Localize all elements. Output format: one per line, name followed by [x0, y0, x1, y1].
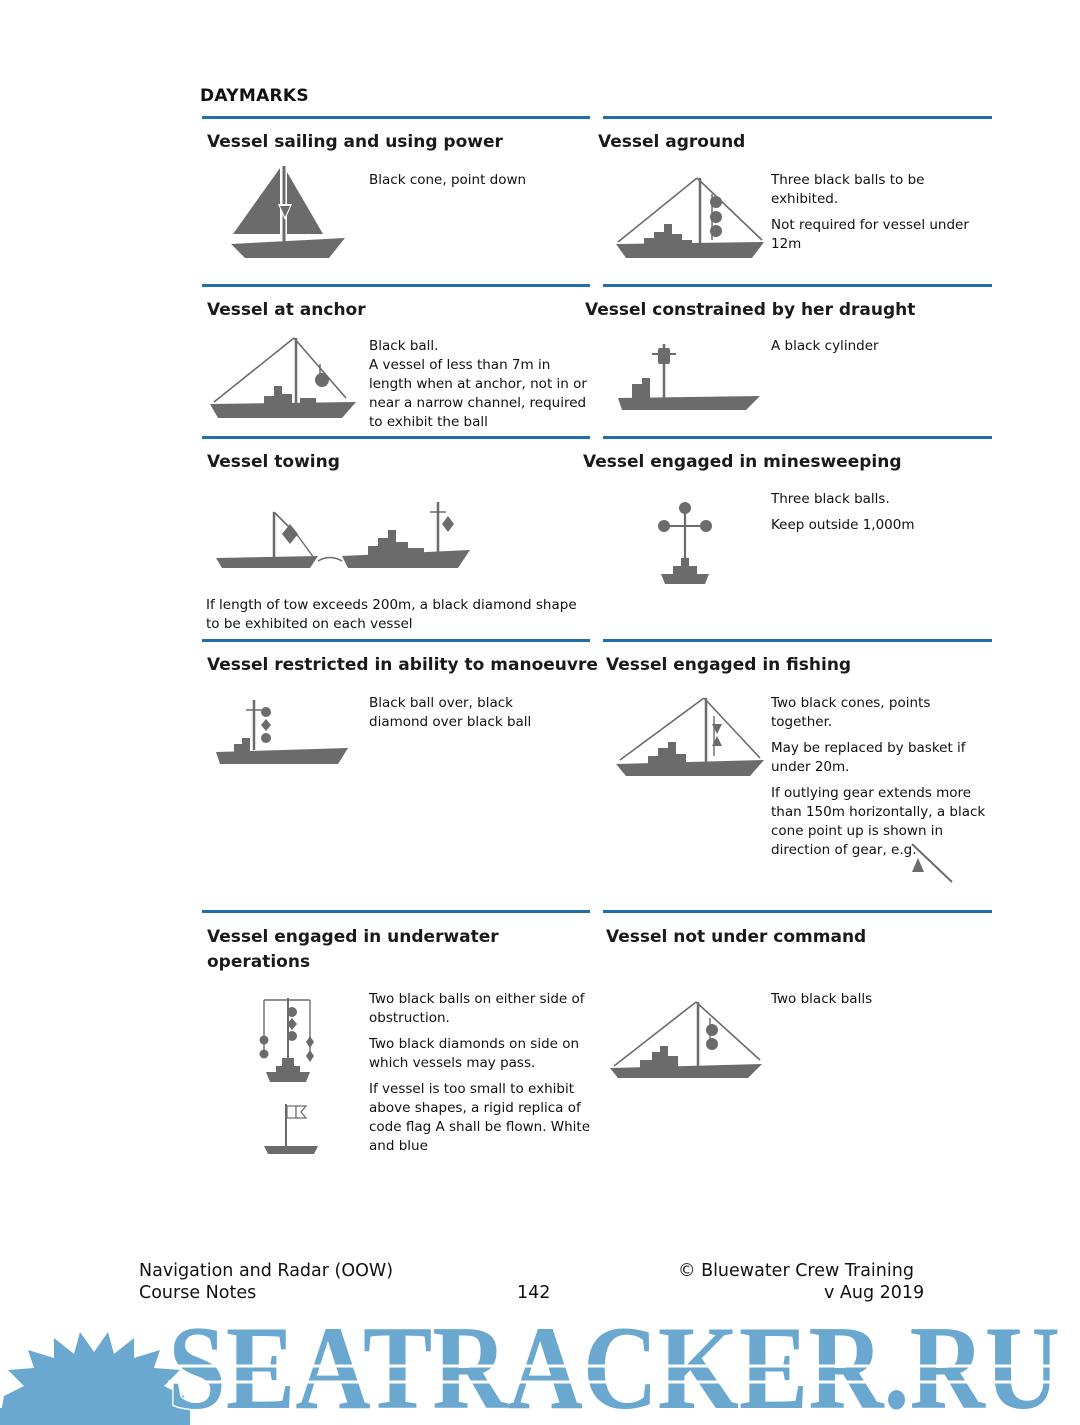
section-rule	[202, 284, 590, 287]
section-title-underwater-2: operations	[207, 952, 311, 972]
section-title-fishing: Vessel engaged in fishing	[606, 655, 852, 675]
section-rule	[603, 436, 992, 439]
footer-left-1: Navigation and Radar (OOW)	[139, 1261, 394, 1281]
section-desc-underwater	[369, 990, 591, 1156]
section-title-towing: Vessel towing	[207, 452, 340, 472]
sun-logo-icon	[0, 1332, 190, 1425]
desc-line: A black cylinder	[771, 338, 879, 354]
footer-page-number: 142	[517, 1283, 551, 1303]
vessel-aground-icon	[612, 172, 772, 264]
watermark-text: SEATRACKER.RU	[168, 1301, 1060, 1425]
section-title-not-under-command: Vessel not under command	[606, 927, 867, 947]
section-desc-constrained	[771, 337, 991, 363]
section-desc-minesweeping	[771, 490, 991, 542]
desc-line: A vessel of less than 7m in length when at anchor, not in or near a narrow channel, required to exhibit the ball	[369, 357, 587, 430]
desc-line: If outlying gear extends more than 150m horizontally, a black cone point up is shown in direction of gear, e.g.	[771, 785, 986, 858]
section-title-sailing-power: Vessel sailing and using power	[207, 132, 503, 152]
desc-line: If length of tow exceeds 200m, a black diamond shape to be exhibited on each vessel	[206, 597, 577, 632]
section-rule	[603, 116, 992, 119]
vessel-at-anchor-icon	[208, 334, 358, 422]
desc-line: Two black balls on either side of obstruction.	[369, 991, 585, 1026]
desc-line: Black ball.	[369, 338, 439, 354]
desc-line: Not required for vessel under 12m	[771, 217, 969, 252]
vessel-towing-icon	[212, 498, 474, 576]
desc-line: May be replaced by basket if under 20m.	[771, 740, 966, 775]
vessel-fishing-icon	[614, 694, 766, 780]
section-title-minesweeping: Vessel engaged in minesweeping	[583, 452, 902, 472]
section-rule	[202, 116, 590, 119]
section-title-underwater: Vessel engaged in underwater	[207, 927, 499, 947]
section-rule	[603, 910, 992, 913]
section-rule	[603, 639, 992, 642]
section-rule	[202, 639, 590, 642]
section-desc-not-under-command	[771, 990, 991, 1016]
desc-line: Two black balls	[771, 991, 873, 1007]
footer-right-1: © Bluewater Crew Training	[678, 1261, 914, 1281]
section-desc-sailing-power	[369, 171, 569, 197]
outlying-gear-icon	[908, 842, 958, 884]
section-title-constrained: Vessel constrained by her draught	[585, 300, 916, 320]
sailing-vessel-icon	[225, 162, 350, 262]
desc-line: Two black cones, points together.	[771, 695, 931, 730]
section-desc-aground	[771, 171, 991, 261]
section-desc-restricted	[369, 694, 569, 739]
vessel-constrained-icon	[614, 340, 764, 412]
page-heading: DAYMARKS	[200, 86, 309, 106]
minesweeping-icon	[655, 500, 715, 586]
desc-line: Three black balls.	[771, 491, 890, 507]
section-title-anchor: Vessel at anchor	[207, 300, 366, 320]
code-flag-a-icon	[262, 1102, 322, 1156]
section-desc-towing	[206, 596, 586, 634]
desc-line: Black ball over, black diamond over black ball	[369, 695, 532, 730]
section-title-aground: Vessel aground	[598, 132, 746, 152]
desc-line: Two black diamonds on side on which vessels may pass.	[369, 1036, 580, 1071]
desc-line: If vessel is too small to exhibit above shapes, a rigid replica of code flag A shall be flown. White and blue	[369, 1081, 591, 1154]
vessel-restricted-icon	[214, 694, 350, 768]
desc-line: Black cone, point down	[369, 172, 527, 188]
vessel-not-under-command-icon	[606, 998, 766, 1082]
footer-left-2: Course Notes	[139, 1283, 257, 1303]
footer-right-2: v Aug 2019	[824, 1283, 925, 1303]
section-title-restricted: Vessel restricted in ability to manoeuvre	[207, 655, 598, 675]
section-rule	[603, 284, 992, 287]
underwater-operations-icon	[252, 996, 322, 1084]
section-rule	[202, 436, 590, 439]
watermark	[0, 1258, 1080, 1425]
desc-line: Keep outside 1,000m	[771, 517, 915, 533]
section-desc-fishing	[771, 694, 991, 860]
section-desc-anchor	[369, 337, 589, 432]
desc-line: Three black balls to be exhibited.	[771, 172, 925, 207]
section-rule	[202, 910, 590, 913]
